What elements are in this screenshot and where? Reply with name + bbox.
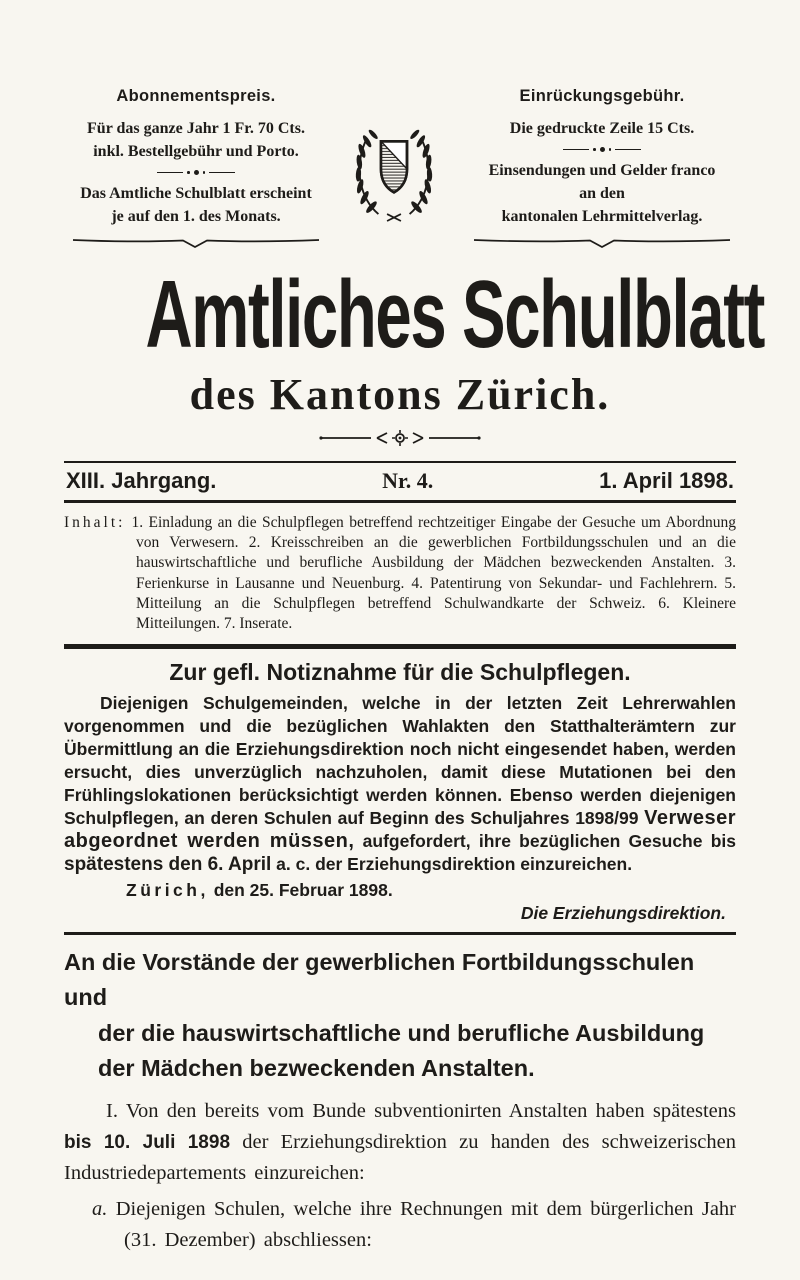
toc-text: 1. Einladung an die Schulpflegen betreffend rechtzeitiger Eingabe der Gesuche um Abordnung von Verwesern. 2. Kreisschreiben an die gewerblichen Fortbildungsschulen und an die hauswirtschaftliche und berufliche Ausbildung der Mädchen bezweckenden Anstalten. 3. Ferienkurse in Lausanne und Neuenburg. 4. Patentirung von Sekundar- und Fachlehrern. 5. Mitteilung an die Schulpflegen betreffend Schulwandkarte der Schweiz. 6. Kleinere Mitteilungen. 7. Inserate. [131,514,736,632]
section-heading-line: An die Vorstände der gewerblichen Fortbildungsschulen und [64,949,695,1011]
brace-ornament [71,237,321,249]
section-text-segment: I. Von den bereits vom Bunde subventionirten Anstalten haben spätestens [106,1100,736,1123]
issue-number: Nr. 4. [382,468,434,494]
subscription-price-line: Für das ganze Jahr 1 Fr. 70 Cts. [87,119,305,137]
page-header [0,0,800,249]
issue-date: 1. April 1898. [599,468,734,494]
dateline-place: Zürich, [126,880,209,901]
deadline-emphasis: bis 10. Juli 1898 [64,1131,231,1153]
section-divider-rule [64,644,736,649]
submissions-line: an den [579,184,625,202]
notice-emphasis: Verweser abgeordnet werden müssen, [64,807,736,853]
section-heading [64,945,736,1086]
crest-container [332,86,456,226]
dot-rule-ornament [60,170,332,175]
page-body [0,461,800,1256]
subscription-price-block [60,86,332,249]
masthead [0,261,800,369]
section-heading-line: der Mädchen bezweckenden Anstalten. [98,1054,535,1081]
page-title: Amtliches Schulblatt [145,261,764,369]
publication-schedule-line: Das Amtliche Schulblatt erscheint [80,184,312,202]
notice-paragraph [64,692,736,876]
section-heading-line: der die hauswirtschaftliche und berufliche Ausbildung [98,1019,705,1046]
notice-heading: Zur gefl. Notiznahme für die Schulpflegen. [169,659,631,686]
zurich-coat-of-arms-icon [342,112,446,226]
volume-label: XIII. Jahrgang. [66,468,217,494]
insertion-fee-line: Die gedruckte Zeile 15 Cts. [509,119,695,137]
submissions-line: Einsendungen und Gelder franco [488,161,716,179]
title-ornament-container [0,428,800,453]
notice-emphasis: spätestens den 6. April [64,854,272,876]
dot-rule-ornament [456,147,748,152]
subscription-price-line: inkl. Bestellgebühr und Porto. [93,142,299,160]
dateline [126,880,736,901]
insertion-fee-heading: Einrückungsgebühr. [519,87,685,105]
notice-text-segment: aufgefordert, ihre bezüglichen Gesuche bis [354,831,737,852]
list-item-label: a. [92,1198,108,1221]
signature: Die Erziehungsdirektion. [520,903,726,924]
list-item-text: Diejenigen Schulen, welche ihre Rechnungen mit dem bürgerlichen Jahr (31. Dezember) abschliessen: [107,1198,736,1252]
issue-info-bar [64,461,736,503]
submissions-line: kantonalen Lehrmittelverlag. [501,208,703,226]
toc-label: Inhalt: [64,514,126,532]
publication-schedule-line: je auf den 1. des Monats. [111,208,281,226]
section-divider-rule [64,932,736,935]
table-of-contents [64,513,736,634]
subscription-price-heading: Abonnementspreis. [116,87,276,105]
dateline-date: den 25. Februar 1898. [208,880,393,901]
notice-text-segment: a. c. der Erziehungsdirektion einzureichen. [271,854,633,875]
brace-ornament [472,237,732,249]
masthead-subtitle: des Kantons Zürich. [189,370,611,420]
insertion-fee-block [456,86,748,249]
scroll-ornament-icon [315,428,485,448]
section-text-segment: der Erziehungsdirektion zu handen des schweizerischen Industriedepartements einzureichen: [64,1130,736,1184]
notice-text-segment: Diejenigen Schulgemeinden, welche in der letzten Zeit Lehrerwahlen vorgenommen und die bezüglichen Wahlakten den Statthalterämtern zur Übermittlung an die Erziehungsdirektion noch nicht eingesendet haben, werden ersucht, dies unverzüglich nachzuholen, damit diese Mutationen bei den Frühlingslokationen berücksichtigt werden können. Ebenso werden diejenigen Schulpflegen, an deren Schulen auf Beginn des Schuljahres 1898/99 [64,693,736,829]
list-item-a [92,1194,736,1256]
section-paragraph [64,1096,736,1188]
